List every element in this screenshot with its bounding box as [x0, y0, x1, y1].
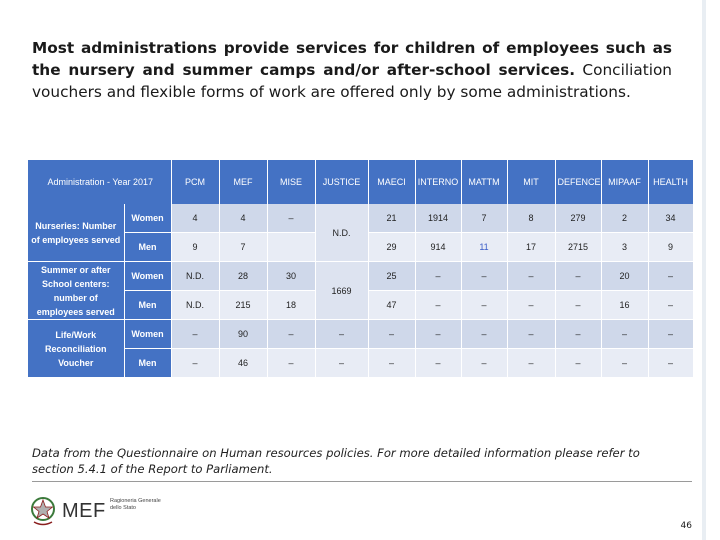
header-administration-year: Administration - Year 2017 — [28, 160, 171, 204]
cell: – — [267, 320, 315, 349]
cell: – — [368, 349, 415, 378]
services-table — [28, 160, 688, 378]
cell: 20 — [601, 262, 648, 291]
table-row — [28, 349, 693, 378]
cell: – — [507, 262, 555, 291]
cell: – — [315, 320, 368, 349]
cell: 21 — [368, 204, 415, 233]
header-col: DEFENCE — [555, 160, 601, 204]
cell: – — [315, 349, 368, 378]
cell: 4 — [171, 204, 219, 233]
header-col: PCM — [171, 160, 219, 204]
mef-logo-subtitle: Ragioneria Generale dello Stato — [110, 498, 161, 511]
footer-divider — [32, 481, 692, 482]
intro-normal-text: Conciliation vouchers and flexible forms of work are offered only by some administrations. — [32, 61, 672, 101]
cell: – — [648, 320, 693, 349]
cell: – — [601, 349, 648, 378]
gender-women: Women — [124, 262, 171, 291]
header-col: MATTM — [461, 160, 507, 204]
cell: – — [415, 262, 461, 291]
cell: N.D. — [171, 291, 219, 320]
gender-women: Women — [124, 204, 171, 233]
italian-emblem-icon — [28, 494, 58, 528]
cell: 2715 — [555, 233, 601, 262]
mef-logo-text: MEF — [62, 500, 106, 522]
header-col: MAECI — [368, 160, 415, 204]
cell-justice-summer: 1669 — [315, 262, 368, 320]
table-row — [28, 262, 693, 291]
cell: 9 — [648, 233, 693, 262]
cell: – — [507, 320, 555, 349]
cell: – — [555, 320, 601, 349]
header-col: MISE — [267, 160, 315, 204]
cell: – — [507, 349, 555, 378]
cell: – — [461, 262, 507, 291]
cell: – — [461, 291, 507, 320]
cell: 46 — [219, 349, 267, 378]
footnote: Data from the Questionnaire on Human resources policies. For more detailed information please refer to section 5.4.1 of the Report to Parliament. — [32, 446, 640, 476]
cell: – — [171, 349, 219, 378]
cell: 4 — [219, 204, 267, 233]
cell: 11 — [461, 233, 507, 262]
cell: – — [171, 320, 219, 349]
cell: 9 — [171, 233, 219, 262]
header-col: MIPAAF — [601, 160, 648, 204]
gender-women: Women — [124, 320, 171, 349]
cell: – — [461, 349, 507, 378]
category-life-work: Life/Work Reconciliation Voucher — [28, 320, 124, 378]
cell: 34 — [648, 204, 693, 233]
cell: 90 — [219, 320, 267, 349]
cell: 3 — [601, 233, 648, 262]
header-col: JUSTICE — [315, 160, 368, 204]
cell: – — [648, 349, 693, 378]
cell-justice-nurseries: N.D. — [315, 204, 368, 262]
cell: – — [648, 262, 693, 291]
table-row — [28, 204, 693, 233]
cell: 914 — [415, 233, 461, 262]
table-row — [28, 320, 693, 349]
cell: 30 — [267, 262, 315, 291]
header-col: INTERNO — [415, 160, 461, 204]
cell: 8 — [507, 204, 555, 233]
cell: 7 — [461, 204, 507, 233]
cell: – — [601, 320, 648, 349]
page-number: 46 — [680, 521, 692, 531]
category-nurseries: Nurseries: Number of employees served — [28, 204, 124, 262]
cell: – — [648, 291, 693, 320]
cell: 7 — [219, 233, 267, 262]
cell: 25 — [368, 262, 415, 291]
cell — [267, 233, 315, 262]
cell: 28 — [219, 262, 267, 291]
cell: 1914 — [415, 204, 461, 233]
gender-men: Men — [124, 291, 171, 320]
category-summer: Summer or after School centers: number of employees served — [28, 262, 124, 320]
cell: – — [555, 262, 601, 291]
cell: – — [461, 320, 507, 349]
cell: – — [507, 291, 555, 320]
cell: 18 — [267, 291, 315, 320]
intro-paragraph — [32, 37, 672, 103]
intro-bold-text: Most administrations provide services for children of employees such as the nursery and summer camps and/or after-school services. — [32, 39, 672, 79]
gender-men: Men — [124, 349, 171, 378]
cell: 2 — [601, 204, 648, 233]
cell: 29 — [368, 233, 415, 262]
cell: – — [368, 320, 415, 349]
cell: – — [415, 291, 461, 320]
cell: 17 — [507, 233, 555, 262]
cell: 279 — [555, 204, 601, 233]
cell: 16 — [601, 291, 648, 320]
gender-men: Men — [124, 233, 171, 262]
cell: – — [267, 204, 315, 233]
header-col: HEALTH — [648, 160, 693, 204]
cell: – — [267, 349, 315, 378]
table-header-row — [28, 160, 693, 204]
cell: – — [415, 320, 461, 349]
right-edge-rule — [702, 0, 706, 540]
header-col: MIT — [507, 160, 555, 204]
cell: N.D. — [171, 262, 219, 291]
cell: 47 — [368, 291, 415, 320]
cell: – — [415, 349, 461, 378]
header-col: MEF — [219, 160, 267, 204]
cell: – — [555, 291, 601, 320]
cell: 215 — [219, 291, 267, 320]
cell: – — [555, 349, 601, 378]
